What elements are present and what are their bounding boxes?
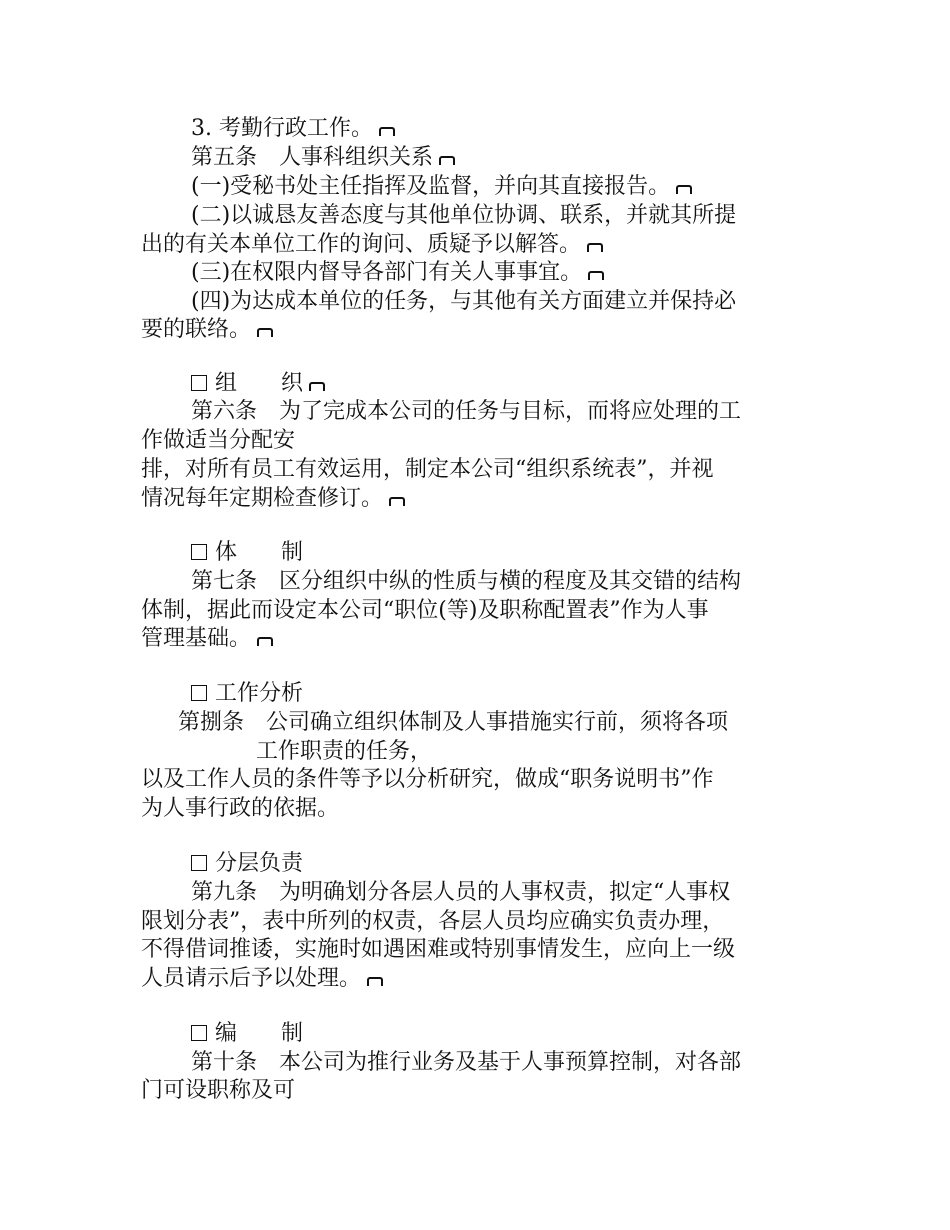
paragraph-line: 门可设职称及可 [141, 1078, 296, 1103]
paragraph-mark-icon [365, 975, 385, 987]
paragraph-line: 以及工作人员的条件等予以分析研究，做成“职务说明书”作 [141, 767, 714, 792]
paragraph-line: 限划分表”，表中所列的权责，各层人员均应确实负责办理， [141, 909, 725, 934]
paragraph-mark-icon [307, 380, 327, 392]
paragraph-line: 出的有关本单位工作的询问、质疑予以解答。 [141, 231, 605, 259]
checkbox-square-icon [191, 685, 207, 701]
paragraph-mark-icon [387, 495, 407, 507]
paragraph-line: 人员请示后予以处理。 [141, 965, 385, 993]
paragraph-line: 工作职责的任务， [256, 739, 433, 764]
paragraph-line: 第九条 为明确划分各层人员的人事权责，拟定“人事权 [191, 880, 731, 905]
paragraph-line: (三)在权限内督导各部门有关人事事宜。 [191, 259, 606, 287]
section-heading: 编 制 [191, 1020, 303, 1048]
paragraph-mark-icon [255, 635, 275, 647]
paragraph-line: 第十条 本公司为推行业务及基于人事预算控制，对各部 [191, 1050, 742, 1075]
paragraph-mark-icon [255, 326, 275, 338]
checkbox-square-icon [191, 855, 207, 871]
paragraph-mark-icon [437, 154, 457, 166]
checkbox-square-icon [191, 1025, 207, 1041]
paragraph-line: 情况每年定期检查修订。 [141, 485, 407, 513]
paragraph-line: 第七条 区分组织中纵的性质与横的程度及其交错的结构 [191, 569, 742, 594]
paragraph-line: 管理基础。 [141, 625, 275, 653]
paragraph-line: (一)受秘书处主任指挥及监督，并向其直接报告。 [191, 173, 694, 201]
paragraph-mark-icon [674, 183, 694, 195]
paragraph-line: 排，对所有员工有效运用，制定本公司“组织系统表”，并视 [141, 457, 714, 482]
paragraph-line: 为人事行政的依据。 [141, 796, 340, 821]
paragraph-line: 第六条 为了完成本公司的任务与目标，而将应处理的工 [191, 399, 742, 424]
article-5-heading: 第五条 人事科组织关系 [191, 144, 457, 172]
checkbox-square-icon [191, 544, 207, 560]
section-heading: 体 制 [191, 539, 303, 567]
section-heading: 工作分析 [191, 680, 303, 708]
paragraph-line: 要的联络。 [141, 316, 275, 344]
section-heading: 分层负责 [191, 850, 303, 878]
paragraph-line: 体制，据此而设定本公司“职位(等)及职称配置表”作为人事 [141, 598, 709, 623]
paragraph-line: (二)以诚恳友善态度与其他单位协调、联系，并就其所提 [191, 203, 737, 228]
paragraph-line: 第捌条 公司确立组织体制及人事措施实行前，须将各项 [178, 710, 729, 735]
paragraph-line: 不得借词推诿，实施时如遇困难或特别事情发生，应向上一级 [141, 937, 736, 962]
paragraph-mark-icon [586, 269, 606, 281]
paragraph-line: (四)为达成本单位的任务，与其他有关方面建立并保持必 [191, 289, 737, 314]
paragraph-line: 3. 考勤行政工作。 [191, 115, 397, 143]
paragraph-mark-icon [377, 125, 397, 137]
checkbox-square-icon [191, 375, 207, 391]
section-heading: 组 织 [191, 370, 327, 398]
paragraph-line: 作做适当分配安 [141, 428, 296, 453]
paragraph-mark-icon [585, 241, 605, 253]
